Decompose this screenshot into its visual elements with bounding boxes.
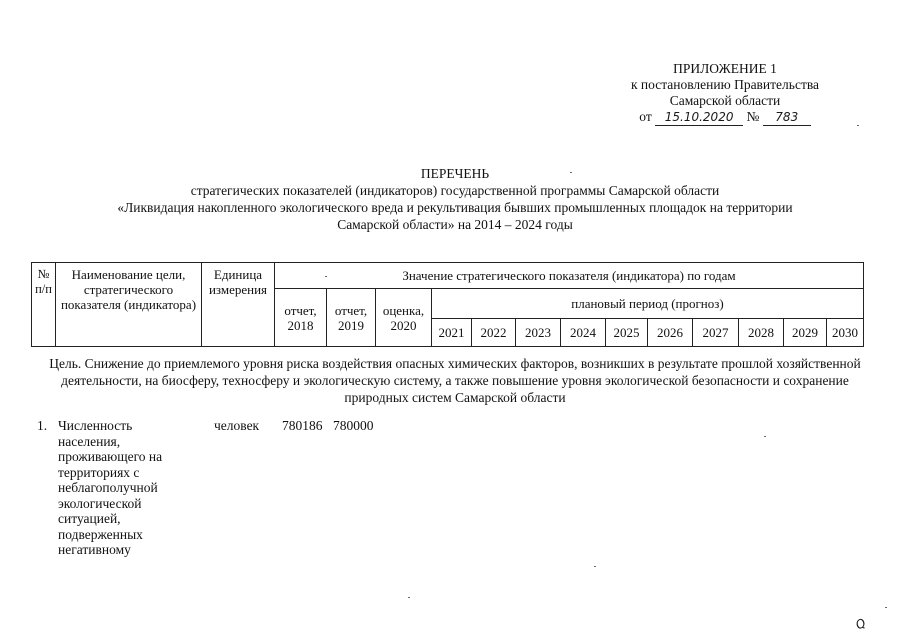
- document-subtitle-2: «Ликвидация накопленного экологического вреда и рекультивация бывших промышленных площадок на территории: [117, 200, 793, 215]
- row-value-2019: 780000: [333, 418, 374, 433]
- col-estimate-2020: оценка, 2020: [376, 289, 432, 347]
- scan-speck: [325, 276, 327, 277]
- appendix-date-line: [600, 109, 850, 126]
- from-label: от: [639, 109, 652, 124]
- col-number-header: № п/п: [32, 263, 56, 347]
- year-cell: 2028: [739, 319, 784, 347]
- year-cell: 2027: [693, 319, 739, 347]
- col-unit-header: Единица измерения: [202, 263, 275, 347]
- number-label: №: [746, 109, 760, 124]
- year-cell: 2023: [516, 319, 561, 347]
- scan-speck: [570, 172, 572, 173]
- scan-speck: [594, 566, 596, 567]
- year-cell: 2024: [561, 319, 606, 347]
- indicators-header-table: [31, 262, 864, 347]
- document-subtitle-3: Самарской области» на 2014 – 2024 годы: [337, 217, 573, 232]
- appendix-header: [600, 61, 850, 126]
- appendix-line-1: к постановлению Правительства: [630, 77, 820, 92]
- scan-speck: [764, 436, 766, 437]
- goal-text: Цель. Снижение до приемлемого уровня риска воздействия опасных химических факторов, возникших в результате прошлой хозяйственной деятельности, на биосферу, техносферу и экологическую систему, а также повышение уровня экологической безопасности и сохранение природных систем Самарской области: [49, 356, 861, 405]
- col-plan-period: плановый период (прогноз): [432, 289, 864, 319]
- col-name-header: Наименование цели, стратегического показателя (индикатора): [56, 263, 202, 347]
- row-value-2018: 780186: [282, 418, 323, 433]
- scan-speck: [857, 125, 859, 126]
- scan-speck: [885, 607, 887, 608]
- year-cell: 2025: [606, 319, 648, 347]
- corner-mark: Q: [853, 615, 869, 633]
- year-cell: 2030: [827, 319, 864, 347]
- col-report-2019: отчет, 2019: [327, 289, 376, 347]
- row-unit: человек: [214, 418, 260, 433]
- handwritten-date: 15.10.2020: [664, 110, 734, 124]
- year-cell: 2021: [432, 319, 472, 347]
- year-cell: 2022: [472, 319, 516, 347]
- col-report-2018: отчет, 2018: [275, 289, 327, 347]
- date-field: [655, 109, 743, 126]
- row-number: 1.: [37, 418, 48, 433]
- document-title-block: [30, 165, 880, 233]
- scan-speck: [408, 597, 410, 598]
- appendix-title: ПРИЛОЖЕНИЕ 1: [673, 61, 777, 76]
- year-cell: 2026: [648, 319, 693, 347]
- document-subtitle-1: стратегических показателей (индикаторов) государственной программы Самарской области: [190, 183, 720, 198]
- col-values-header: Значение стратегического показателя (индикатора) по годам: [275, 263, 864, 289]
- row-indicator-name: Численность населения, проживающего на территориях с неблагополучной экологической ситуацией, подверженных негативному: [58, 418, 163, 557]
- number-field: [763, 109, 811, 126]
- document-title: ПЕРЕЧЕНЬ: [420, 166, 490, 181]
- year-cell: 2029: [784, 319, 827, 347]
- appendix-line-2: Самарской области: [669, 93, 781, 108]
- handwritten-number: 783: [775, 110, 799, 124]
